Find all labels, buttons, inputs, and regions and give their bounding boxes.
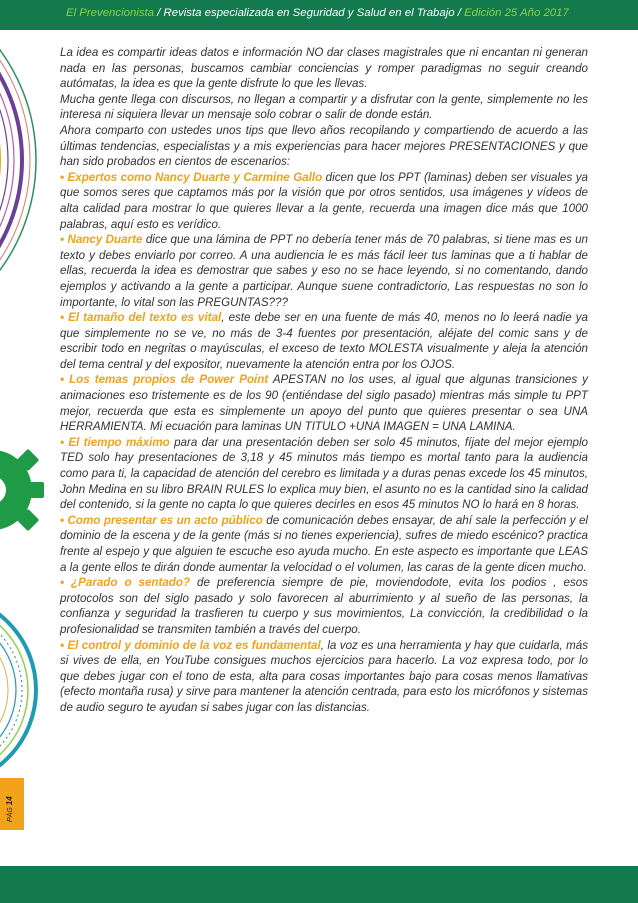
tip-paragraph: • Expertos como Nancy Duarte y Carmine Gallo dicen que los PPT (laminas) deben ser visuales ya que somos seres que captamos más por la visión que por otros sentidos, usa imágenes y vídeos de alta calidad para mostrar lo que quieres llevar a la gente, recuerda una imagen dice más que 1000 palabras, aquí esto es verídico. (60, 170, 588, 231)
tip-paragraph: • El tiempo máximo para dar una presentación deben ser solo 45 minutos, fíjate del mejor ejemplo TED solo hay presentaciones de 3,18 y 45 minutos más tiempo es mortal tanto para la audiencia como para ti, la capacidad de atención del cerebro es limitada y a duras penas excede los 45 minutos, John Medina en su libro BRAIN RULES lo explica muy bien, el asunto no es la cantidad sino la calidad del contenido, si la gente no capta lo que quieres decirles en esos 45 minutos NO lo hará en 8 horas. (60, 435, 588, 512)
article-body (60, 45, 588, 716)
tip-highlight: • ¿Parado o sentado? (60, 576, 191, 590)
tip-highlight: • Los temas propios de Power Point (60, 373, 269, 387)
page-number-text (5, 796, 14, 822)
tip-paragraph: • El tamaño del texto es vital, este debe ser en una fuente de más 40, menos no lo leerá nadie ya que simplemente no se ve, no más de 3-4 fuentes por presentación, aléjate del comic sans y de escribir todo en negritas o mayúsculas, el exceso de texto MOLESTA visualmente y aleja la atención del tema central y del expositor, nuevamente la atención entra por los OJOS. (60, 311, 588, 371)
tip-highlight: • El tiempo máximo (60, 435, 170, 449)
footer-bar (0, 866, 638, 903)
page-number-value: 14 (5, 796, 14, 806)
tip-paragraph: • Como presentar es un acto público de comunicación debes ensayar, de ahí sale la perfección y el dominio de la escena y de la gente (más si no tienes experiencia), sufres de miedo escénico? practica frente al espejo y que alguien te escuche eso ayuda mucho. En este aspecto es importante que LEAS a la gente ellos te dirán donde aumentar la velocidad o el volumen, las caras de la gente dicen mucho. (60, 513, 589, 574)
paragraph: Ahora comparto con ustedes unos tips que llevo años recopilando y compartiendo de acuerdo a las últimas tendencias, especialistas y a mis experiencias para hacer mejores PRESENTACIONES y que han sido probados en cientos de escenarios: (60, 123, 588, 169)
tip-highlight: • El control y dominio de la voz es fundamental (60, 638, 321, 652)
magazine-brand: El Prevencionista (66, 7, 155, 19)
tip-paragraph: • Los temas propios de Power Point APESTAN no los uses, al igual que algunas transiciones y animaciones eso tristemente es de los 90 (entiéndase del siglo pasado) mientras más simple tu PPT mejor, recuerda que esta es simplemente un apoyo del punto que quieres presentar o sea UNA HERRAMIENTA. Mi ecuación para laminas UN TITULO +UNA IMAGEN = UNA LAMINA. (60, 373, 588, 434)
tip-highlight: • Nancy Duarte (60, 233, 143, 247)
paragraph: La idea es compartir ideas datos e información NO dar clases magistrales que ni encantan ni generan nada en las personas, buscamos cambiar conciencias y romper paradigmas no seguir creando autómatas, la idea es que la gente disfrute lo que les llevas. (60, 46, 588, 91)
magazine-subtitle: Revista especializada en Seguridad y Salud en el Trabajo (163, 7, 455, 19)
header-separator: / (454, 7, 465, 19)
decorative-gear-graphic (0, 30, 60, 866)
tip-highlight: • El tamaño del texto es vital (60, 311, 222, 325)
running-header (66, 7, 569, 19)
tip-paragraph: • ¿Parado o sentado? de preferencia siempre de pie, moviendodote, evita los podios , esos protocolos son del siglo pasado y solo favorecen al aburrimiento y al sueño de las personas, la confianza y seguridad la trasfieren tu cuerpo y sus movimientos, La convicción, la credibilidad o la profesionalidad se transmiten también a través del cuerpo. (60, 576, 588, 636)
deco-ring (0, 30, 30, 340)
deco-ring (0, 594, 36, 786)
page-label: PÁG (7, 807, 14, 822)
page-number (3, 786, 21, 824)
tip-highlight: • Como presentar es un acto público (60, 513, 263, 527)
tip-highlight: • Expertos como Nancy Duarte y Carmine Gallo (60, 170, 323, 184)
tip-paragraph: • El control y dominio de la voz es fundamental, la voz es una herramienta y hay que cuidarla, más si vives de ella, en YouTube consigues muchos ejercicios para hacerlo. La voz expresa todo, por lo que debes jugar con el tono de esta, alta para cosas importantes bajo para cosas menos llamativas (efecto montaña rusa) y sirve para mantener la atención centrada, para esto los micrófonos y sistemas de audio seguro te ayudan si sabes jugar con las distancias. (60, 638, 588, 714)
tip-paragraph: • Nancy Duarte dice que una lámina de PPT no debería tener más de 70 palabras, si tiene mas es un texto y debes enviarlo por correo. A una audiencia le es más fácil leer tus laminas que a ti hablar de ellas, recuerda la idea es demostrar que sabes y eso no se hace leyendo, si no comentando, dando ejemplos y activando a la gente a participar. Aunque suene contradictorio, Las respuestas no son lo importante, lo vital son las PREGUNTAS??? (60, 233, 589, 309)
gear-icon (0, 440, 44, 540)
deco-ring (0, 30, 22, 332)
paragraph: Mucha gente llega con discursos, no llegan a compartir y a disfrutar con la gente, simplemente no les interesa ni siquiera llevar un mensaje solo cobrar o salir de donde están. (60, 92, 588, 122)
deco-ring (0, 30, 8, 318)
header-separator: / (154, 7, 164, 19)
edition-label: Edición 25 Año 2017 (464, 7, 569, 19)
